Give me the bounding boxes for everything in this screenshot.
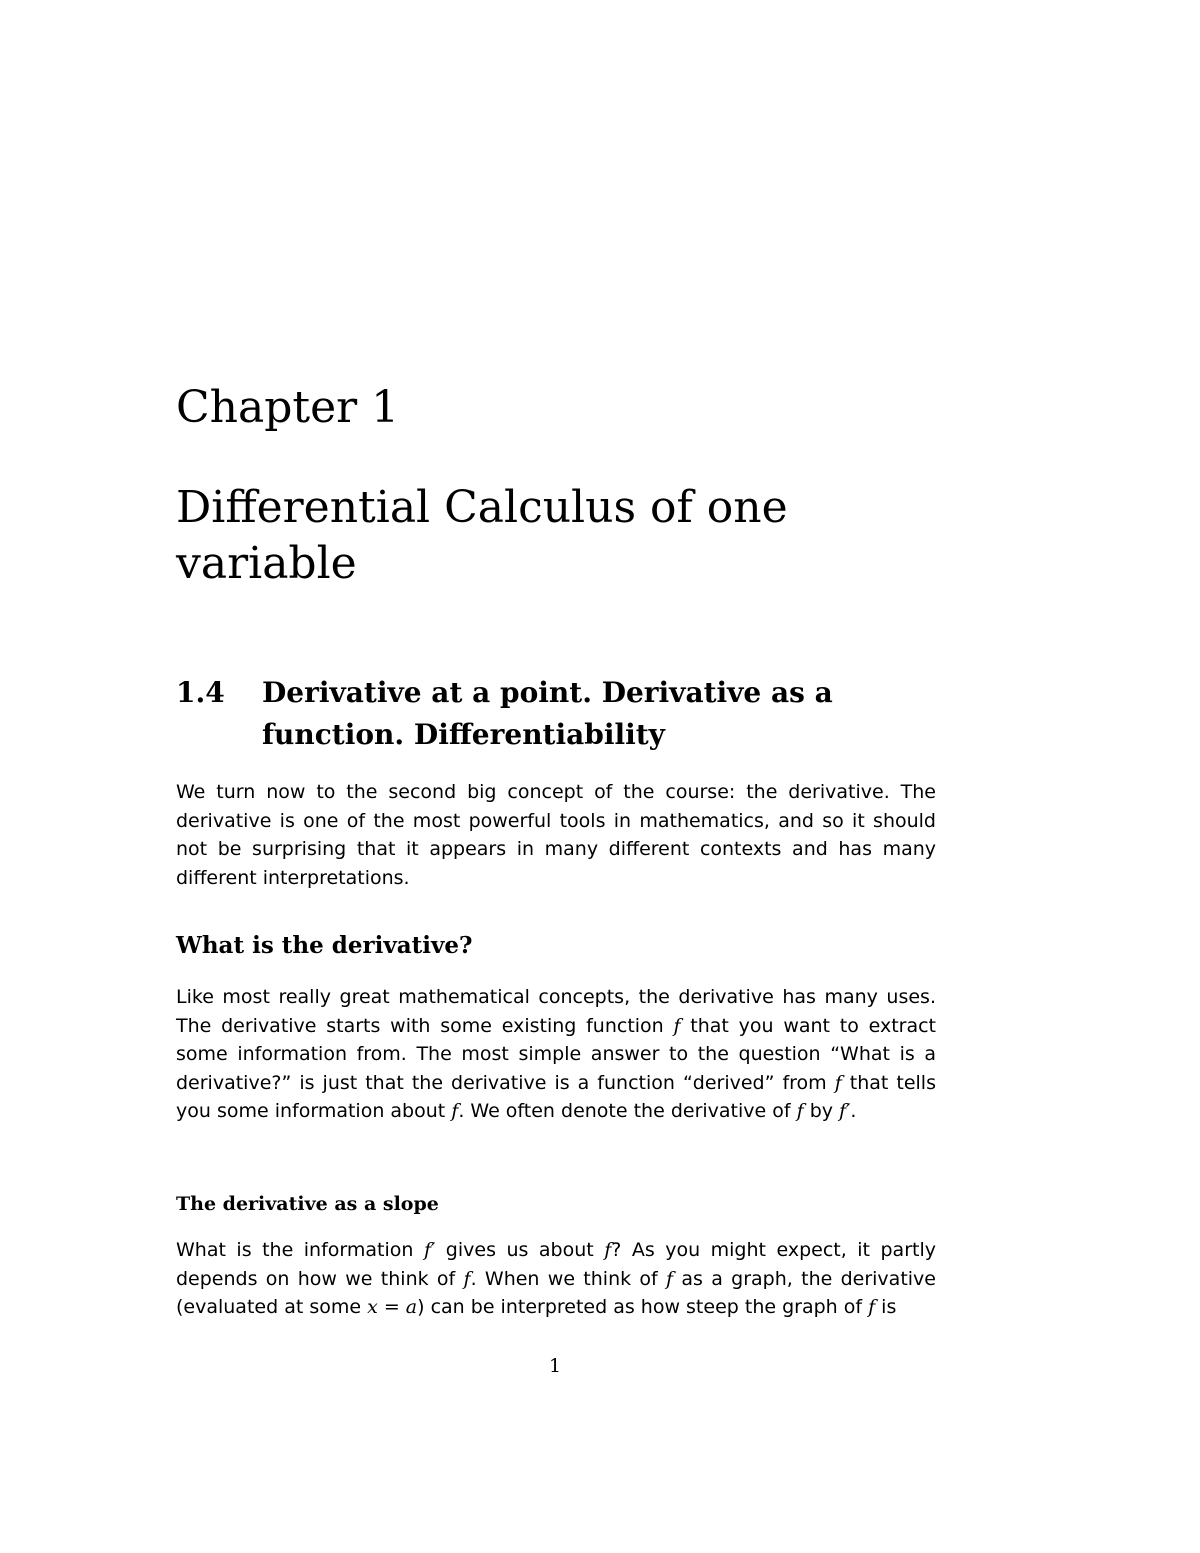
section-heading — [176, 672, 936, 756]
chapter-title: Differential Calculus of one variable — [176, 482, 788, 589]
math-f-prime: f′ — [423, 1239, 436, 1261]
math-f: f — [796, 1100, 804, 1123]
math-f: f — [463, 1267, 471, 1290]
what-is-paragraph — [176, 983, 936, 1126]
math-f: f — [673, 1014, 681, 1037]
math-f: f — [834, 1071, 842, 1094]
section-title: Derivative at a point. Derivative as a function. Differentiability — [262, 676, 833, 751]
chapter-label: Chapter 1 — [176, 382, 400, 433]
slope-paragraph — [176, 1236, 936, 1322]
subsection-heading-what-is-derivative: What is the derivative? — [176, 932, 473, 959]
page-number: 1 — [548, 1355, 562, 1377]
text-run: Like most really great mathematical concepts, the derivative has many uses. The derivative starts with some existing function — [176, 986, 936, 1037]
math-x-equals-a: x = a — [367, 1296, 418, 1319]
text-run: as a graph, the derivative (evaluated at some — [176, 1267, 936, 1319]
math-f: f — [868, 1296, 876, 1319]
subsubsection-heading-derivative-as-slope: The derivative as a slope — [176, 1193, 439, 1215]
math-f-prime: f′ — [839, 1100, 851, 1123]
text-run: that you want to extract some information from. The most simple answer to the question “What is a derivative?” is just that the derivative is a function “derived” from — [176, 1014, 936, 1094]
section-number: 1.4 — [176, 676, 225, 709]
intro-paragraph: We turn now to the second big concept of the course: the derivative. The derivative is one of the most powerful tools in mathematics, and so it should not be surprising that it appears in many different contexts and has many different interpretations. — [176, 781, 936, 889]
text-run: ? As you might expect, it partly depends on how we think of — [176, 1239, 936, 1290]
text-run: ) can be interpreted as how steep the graph of — [417, 1296, 869, 1319]
text-run: by — [803, 1100, 840, 1123]
text-run: . When we think of — [470, 1267, 667, 1290]
text-run: What is the information — [176, 1239, 424, 1261]
math-f: f — [451, 1100, 459, 1123]
text-run: is — [875, 1296, 897, 1319]
text-run: . We often denote the derivative of — [458, 1100, 797, 1123]
math-f: f — [604, 1239, 612, 1261]
text-run: that tells you some information about — [176, 1071, 936, 1123]
text-run: . — [850, 1100, 857, 1123]
math-f: f — [666, 1267, 674, 1290]
text-run: gives us about — [435, 1239, 605, 1261]
